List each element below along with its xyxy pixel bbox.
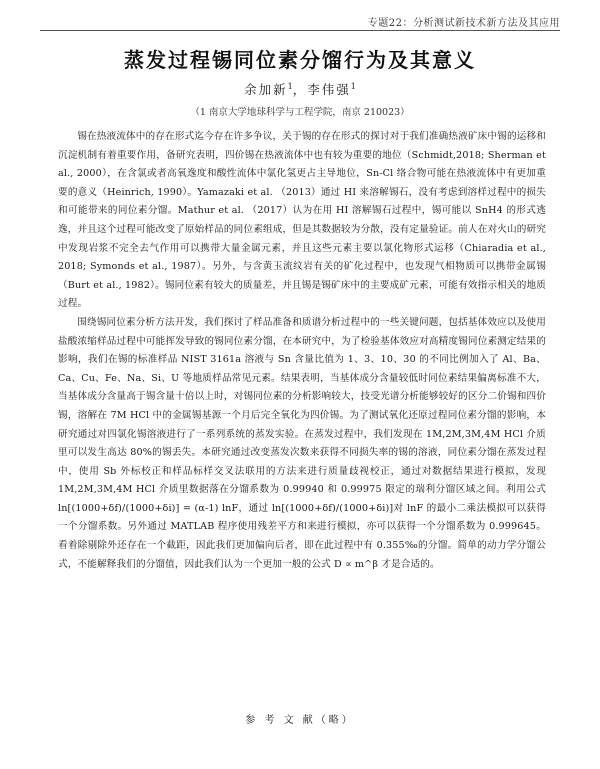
author-line [0,80,600,98]
author-name: 余加新 [244,82,288,97]
author-affil-mark: 1 [287,81,293,91]
header-rule [40,30,560,31]
abstract-paragraph: 锡在热液流体中的存在形式迄今存在许多争议，关于锡的存在形式的探讨对于我们准确热液矿床中锡的运移和沉淀机制有着重要作用，备研究表明，四价锡在热液流体中也有较为重要的地位（Schmidt,2018; Sherman et al., 2000），在含氯或者高氧逸度和酸性流体中氯化氢更占主导地位，Sn-Cl 络合物可能在热液流体中有更加重要的意义（Heinrich, 1990）。Yamazaki et al. （2013）通过 HI 来溶解锡石，没有考虑到溶样过程中的损失和可能带来的同位素分馏。Mathur et al. （2017）认为在用 HI 溶解锡石过程中，锡可能以 SnH4 的形式逃逸，并且这个过程可能改变了原始样品的同位素组成，但是其数据较为分散，没有定量验证。前人在对火山的研究中发现岩浆不完全去气作用可以携带大量金属元素，并且这些元素主要以氯化物形式运移（Chiaradia et al., 2018; Symonds et al., 1987）。另外，与含黄玉流纹岩有关的矿化过程中，也发现气相物质可以携带金属锡（Burt et al., 1982）。锡同位素有较大的质量差，并且锡是锡矿床中的主要成矿元素，可能有效指示相关的地质过程。 [58,131,546,310]
references-heading: 参 考 文 献（略） [245,715,355,726]
author-separator: ， [292,82,308,97]
affiliation: （1 南京大学地球科学与工程学院，南京 210023） [190,107,410,118]
author-name: 李伟强 [307,82,351,97]
running-header: 专题22：分析测试新技术新方法及其应用 [367,18,560,29]
article-title: 蒸发过程锡同位素分馏行为及其意义 [124,48,476,72]
abstract-body [58,128,546,574]
abstract-paragraph: 围绕锡同位素分析方法开发，我们探讨了样品准备和质谱分析过程中的一些关键问题，包括基体效应以及使用盐酸浓缩样品过程中可能挥发导致的锡同位素分馏，在本研究中，为了检验基体效应对高精度锡同位素测定结果的影响，我们在锡的标准样品 NIST 3161a 溶液与 Sn 含量比值为 1、3、10、30 的不同比例加入了 Al、Ba、Ca、Cu、Fe、Na、Si、U 等地质样品常见元素。结果表明，当基体成分含量较低时同位素结果偏离标准不大，当基体成分含量高于锡含量十倍以上时，对锡同位素的分析影响较大，技受光谱分析能够较好的区分二价锡和四价锡，溶解在 7M HCl 中的金属锡基源一个月后完全氧化为四价锡。为了测试氧化还原过程同位素分馏的影响，本研究通过对四氯化锡溶液进行了一系列系统的蒸发实验。在蒸发过程中，我们发现在 1M,2M,3M,4M HCl 介质里可以发生高达 80%的锡丢失。本研究通过改变蒸发次数来获得不同损失率的锡的溶液，同位素分馏在蒸发过程中，使用 Sb 外标校正和样品标样交叉法联用的方法来进行质量歧视校正，通过对数据结果进行模拟，发现 1M,2M,3M,4M HCl 介质里数据落在分馏系数为 0.99940 和 0.99975 限定的瑞利分馏区域之间。利用公式 ln[(1000+δf)/(1000+δi)] = (α-1) lnF，通过 ln[(1000+δf)/(1000+δi)]对 lnF 的最小二乘法模拟可以获得一个分馏系数。另外通过 MATLAB 程序使用残差平方和来进行模拟，亦可以获得一个分馏系数为 0.999645。看着除剔除外还存在一个截距，因此我们更加偏向后者，即在此过程中有 0.355‰的分馏。简单的动力学分馏公式，不能解释我们的分馏值，因此我们认为一个更加一般的公式 D ∝ m^β 才是合适的。 [58,316,546,570]
author-affil-mark: 1 [350,81,356,91]
